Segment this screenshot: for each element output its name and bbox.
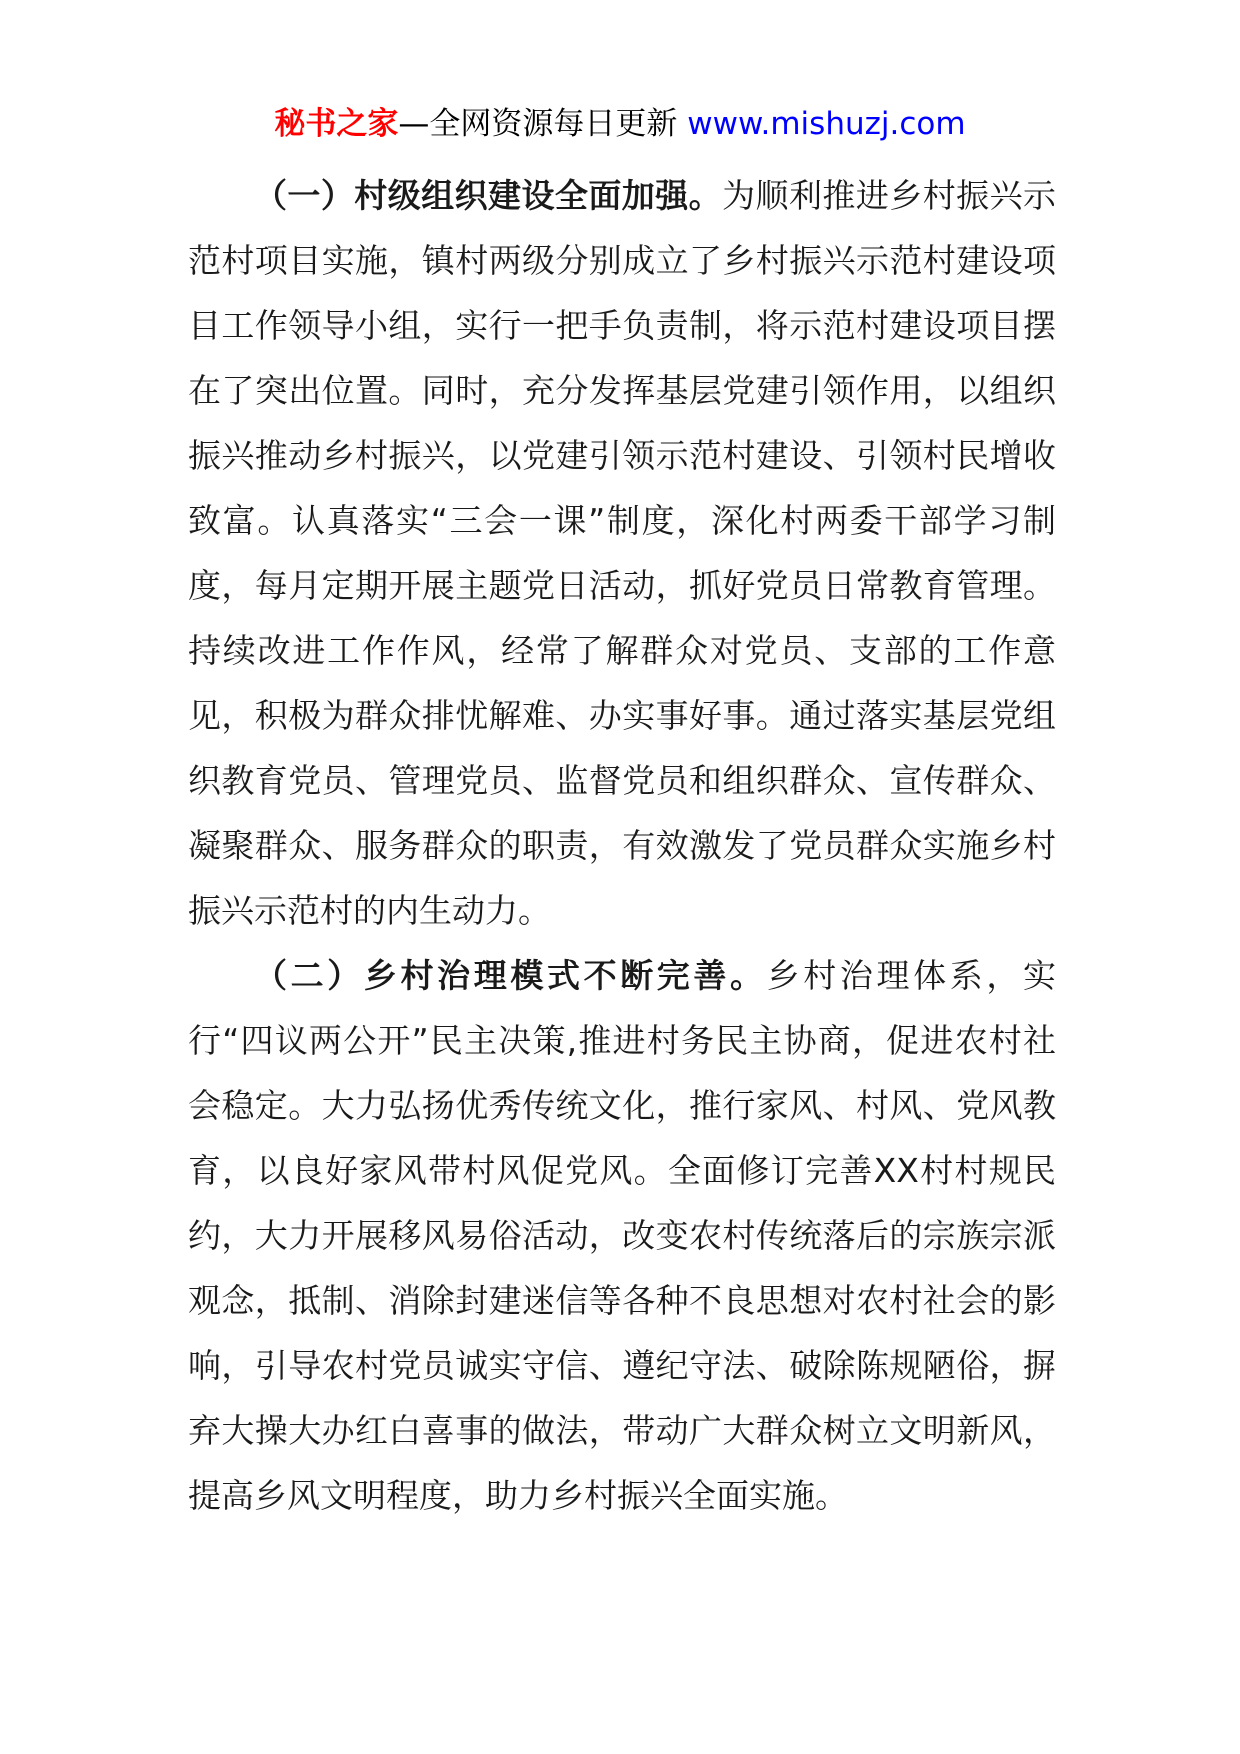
brand-name: 秘书之家 [274,106,399,142]
header-tagline: —全网资源每日更新 [398,106,688,142]
section-title-2: （二）乡村治理模式不断完善。 [254,956,767,995]
section-title-1: （一）村级组织建设全面加强。 [254,176,723,215]
section-body-2: 乡村治理体系，实行“四议两公开”民主决策,推进村务民主协商，促进农村社会稳定。大力弘扬优秀传统文化，推行家风、村风、党风教育，以良好家风带村风促党风。全面修订完善XX村村规民约，大力开展移风易俗活动，改变农村传统落后的宗族宗派观念，抵制、消除封建迷信等各种不良思想对农村社会的影响，引导农村党员诚实守信、遵纪守法、破除陈规陋俗，摒弃大操大办红白喜事的做法，带动广大群众树立文明新风，提高乡风文明程度，助力乡村振兴全面实施。 [188,956,1057,1515]
page-header [0,100,1240,148]
section-paragraph-2 [188,943,1056,1528]
section-paragraph-1 [188,163,1056,943]
section-body-1: 为顺利推进乡村振兴示范村项目实施，镇村两级分别成立了乡村振兴示范村建设项目工作领导小组，实行一把手负责制，将示范村建设项目摆在了突出位置。同时，充分发挥基层党建引领作用，以组织振兴推动乡村振兴，以党建引领示范村建设、引领村民增收致富。认真落实“三会一课”制度，深化村两委干部学习制度，每月定期开展主题党日活动，抓好党员日常教育管理。持续改进工作作风，经常了解群众对党员、支部的工作意见，积极为群众排忧解难、办实事好事。通过落实基层党组织教育党员、管理党员、监督党员和组织群众、宣传群众、凝聚群众、服务群众的职责，有效激发了党员群众实施乡村振兴示范村的内生动力。 [188,176,1057,930]
site-url-link[interactable]: www.mishuzj.com [687,106,966,142]
document-body [188,163,1056,1528]
